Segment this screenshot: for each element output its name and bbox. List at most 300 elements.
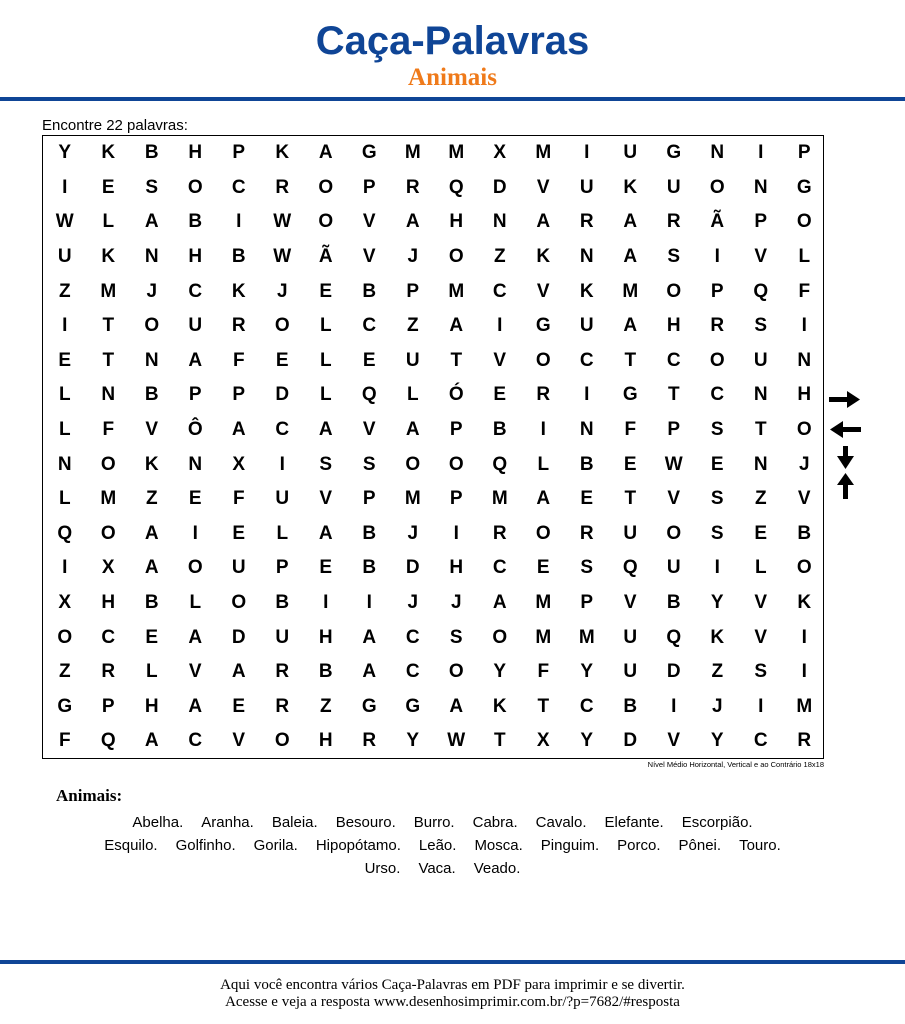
grid-cell[interactable]: G bbox=[535, 315, 551, 337]
grid-cell[interactable]: O bbox=[318, 211, 334, 233]
grid-cell[interactable]: Ó bbox=[448, 384, 464, 406]
grid-cell[interactable]: D bbox=[492, 176, 507, 198]
grid-cell[interactable]: T bbox=[493, 730, 506, 752]
grid-cell[interactable]: Ô bbox=[187, 419, 203, 441]
grid-cell[interactable]: E bbox=[623, 453, 637, 475]
grid-cell[interactable]: Z bbox=[711, 661, 724, 683]
grid-cell[interactable]: J bbox=[407, 246, 419, 268]
grid-cell[interactable]: E bbox=[493, 384, 507, 406]
grid-cell[interactable]: M bbox=[796, 695, 813, 717]
grid-cell[interactable]: T bbox=[667, 384, 680, 406]
grid-cell[interactable]: U bbox=[57, 246, 72, 268]
grid-cell[interactable]: A bbox=[188, 349, 203, 371]
grid-cell[interactable]: L bbox=[537, 453, 550, 475]
grid-cell[interactable]: K bbox=[623, 176, 638, 198]
grid-cell[interactable]: N bbox=[101, 384, 116, 406]
grid-cell[interactable]: V bbox=[797, 488, 811, 510]
grid-cell[interactable]: A bbox=[623, 315, 638, 337]
grid-cell[interactable]: I bbox=[801, 315, 807, 337]
grid-cell[interactable]: I bbox=[584, 384, 590, 406]
grid-cell[interactable]: O bbox=[274, 315, 290, 337]
grid-cell[interactable]: B bbox=[362, 280, 377, 302]
grid-cell[interactable]: N bbox=[144, 349, 159, 371]
grid-cell[interactable]: R bbox=[275, 695, 290, 717]
grid-cell[interactable]: M bbox=[578, 626, 595, 648]
grid-cell[interactable]: B bbox=[492, 419, 507, 441]
grid-cell[interactable]: H bbox=[188, 246, 203, 268]
grid-cell[interactable]: A bbox=[318, 142, 333, 164]
grid-cell[interactable]: Q bbox=[448, 176, 464, 198]
grid-cell[interactable]: K bbox=[492, 695, 507, 717]
grid-cell[interactable]: F bbox=[58, 730, 71, 752]
grid-cell[interactable]: P bbox=[406, 280, 420, 302]
grid-cell[interactable]: O bbox=[709, 176, 725, 198]
grid-cell[interactable]: F bbox=[537, 661, 550, 683]
grid-cell[interactable]: K bbox=[101, 142, 116, 164]
grid-cell[interactable]: R bbox=[579, 522, 594, 544]
grid-cell[interactable]: B bbox=[623, 695, 638, 717]
grid-cell[interactable]: K bbox=[101, 246, 116, 268]
grid-cell[interactable]: U bbox=[231, 557, 246, 579]
grid-cell[interactable]: C bbox=[753, 730, 768, 752]
grid-cell[interactable]: U bbox=[623, 142, 638, 164]
grid-cell[interactable]: A bbox=[231, 661, 246, 683]
grid-cell[interactable]: O bbox=[796, 419, 812, 441]
grid-cell[interactable]: O bbox=[535, 349, 551, 371]
grid-cell[interactable]: B bbox=[797, 522, 812, 544]
grid-cell[interactable]: P bbox=[797, 142, 811, 164]
grid-cell[interactable]: N bbox=[579, 246, 594, 268]
grid-cell[interactable]: T bbox=[102, 315, 115, 337]
grid-cell[interactable]: O bbox=[144, 315, 160, 337]
grid-cell[interactable]: Z bbox=[319, 695, 332, 717]
grid-cell[interactable]: S bbox=[319, 453, 333, 475]
grid-cell[interactable]: K bbox=[231, 280, 246, 302]
grid-cell[interactable]: B bbox=[144, 592, 159, 614]
grid-cell[interactable]: M bbox=[622, 280, 639, 302]
grid-cell[interactable]: P bbox=[232, 142, 246, 164]
grid-cell[interactable]: O bbox=[448, 661, 464, 683]
grid-cell[interactable]: A bbox=[623, 246, 638, 268]
grid-cell[interactable]: D bbox=[231, 626, 246, 648]
grid-cell[interactable]: V bbox=[754, 246, 768, 268]
grid-cell[interactable]: R bbox=[231, 315, 246, 337]
grid-cell[interactable]: D bbox=[666, 661, 681, 683]
grid-cell[interactable]: U bbox=[666, 176, 681, 198]
grid-cell[interactable]: C bbox=[101, 626, 116, 648]
grid-cell[interactable]: U bbox=[623, 661, 638, 683]
grid-cell[interactable]: A bbox=[623, 211, 638, 233]
grid-cell[interactable]: R bbox=[275, 661, 290, 683]
grid-cell[interactable]: I bbox=[584, 142, 590, 164]
grid-cell[interactable]: N bbox=[753, 176, 768, 198]
grid-cell[interactable]: S bbox=[145, 176, 159, 198]
grid-cell[interactable]: J bbox=[276, 280, 288, 302]
grid-cell[interactable]: M bbox=[100, 488, 117, 510]
grid-cell[interactable]: I bbox=[62, 557, 68, 579]
grid-cell[interactable]: E bbox=[319, 557, 333, 579]
grid-cell[interactable]: E bbox=[754, 522, 768, 544]
grid-cell[interactable]: R bbox=[666, 211, 681, 233]
grid-cell[interactable]: V bbox=[754, 592, 768, 614]
grid-cell[interactable]: U bbox=[275, 626, 290, 648]
grid-cell[interactable]: X bbox=[232, 453, 246, 475]
grid-cell[interactable]: O bbox=[666, 280, 682, 302]
grid-cell[interactable]: L bbox=[798, 246, 811, 268]
grid-cell[interactable]: E bbox=[319, 280, 333, 302]
grid-cell[interactable]: G bbox=[361, 142, 377, 164]
grid-cell[interactable]: A bbox=[188, 626, 203, 648]
grid-cell[interactable]: W bbox=[55, 211, 74, 233]
grid-cell[interactable]: E bbox=[580, 488, 594, 510]
grid-cell[interactable]: C bbox=[492, 280, 507, 302]
grid-cell[interactable]: J bbox=[407, 592, 419, 614]
grid-cell[interactable]: B bbox=[188, 211, 203, 233]
grid-cell[interactable]: Z bbox=[58, 661, 71, 683]
grid-cell[interactable]: S bbox=[754, 661, 768, 683]
grid-cell[interactable]: Y bbox=[710, 592, 724, 614]
grid-cell[interactable]: I bbox=[671, 695, 677, 717]
grid-cell[interactable]: R bbox=[101, 661, 116, 683]
grid-cell[interactable]: V bbox=[362, 246, 376, 268]
grid-cell[interactable]: H bbox=[144, 695, 159, 717]
grid-cell[interactable]: E bbox=[58, 349, 72, 371]
grid-cell[interactable]: D bbox=[275, 384, 290, 406]
grid-cell[interactable]: O bbox=[187, 176, 203, 198]
grid-cell[interactable]: H bbox=[449, 211, 464, 233]
grid-cell[interactable]: I bbox=[323, 592, 329, 614]
grid-cell[interactable]: U bbox=[579, 315, 594, 337]
grid-cell[interactable]: P bbox=[232, 384, 246, 406]
grid-cell[interactable]: Y bbox=[406, 730, 420, 752]
grid-cell[interactable]: N bbox=[57, 453, 72, 475]
grid-cell[interactable]: X bbox=[101, 557, 115, 579]
grid-cell[interactable]: C bbox=[188, 730, 203, 752]
grid-cell[interactable]: Z bbox=[58, 280, 71, 302]
grid-cell[interactable]: E bbox=[232, 522, 246, 544]
grid-cell[interactable]: X bbox=[493, 142, 507, 164]
grid-cell[interactable]: N bbox=[710, 142, 725, 164]
grid-cell[interactable]: I bbox=[62, 176, 68, 198]
grid-cell[interactable]: L bbox=[102, 211, 115, 233]
grid-cell[interactable]: A bbox=[362, 661, 377, 683]
grid-cell[interactable]: M bbox=[535, 142, 552, 164]
grid-cell[interactable]: I bbox=[236, 211, 242, 233]
grid-cell[interactable]: I bbox=[453, 522, 459, 544]
grid-cell[interactable]: C bbox=[405, 626, 420, 648]
grid-cell[interactable]: A bbox=[536, 488, 551, 510]
grid-cell[interactable]: F bbox=[232, 488, 245, 510]
grid-cell[interactable]: V bbox=[667, 730, 681, 752]
grid-cell[interactable]: E bbox=[188, 488, 202, 510]
grid-cell[interactable]: Q bbox=[492, 453, 508, 475]
grid-cell[interactable]: C bbox=[579, 349, 594, 371]
grid-cell[interactable]: T bbox=[102, 349, 115, 371]
grid-cell[interactable]: V bbox=[623, 592, 637, 614]
grid-cell[interactable]: K bbox=[710, 626, 725, 648]
grid-cell[interactable]: I bbox=[758, 695, 764, 717]
grid-cell[interactable]: A bbox=[449, 695, 464, 717]
grid-cell[interactable]: Ã bbox=[710, 211, 725, 233]
grid-cell[interactable]: P bbox=[101, 695, 115, 717]
grid-cell[interactable]: U bbox=[623, 626, 638, 648]
grid-cell[interactable]: U bbox=[623, 522, 638, 544]
grid-cell[interactable]: K bbox=[144, 453, 159, 475]
grid-cell[interactable]: S bbox=[710, 488, 724, 510]
grid-cell[interactable]: B bbox=[362, 522, 377, 544]
grid-cell[interactable]: H bbox=[797, 384, 812, 406]
grid-cell[interactable]: Q bbox=[753, 280, 769, 302]
grid-cell[interactable]: O bbox=[405, 453, 421, 475]
grid-cell[interactable]: G bbox=[361, 695, 377, 717]
grid-cell[interactable]: U bbox=[579, 176, 594, 198]
grid-cell[interactable]: E bbox=[710, 453, 724, 475]
grid-cell[interactable]: O bbox=[274, 730, 290, 752]
grid-cell[interactable]: K bbox=[275, 142, 290, 164]
grid-cell[interactable]: J bbox=[711, 695, 723, 717]
grid-cell[interactable]: O bbox=[448, 246, 464, 268]
grid-cell[interactable]: M bbox=[404, 142, 421, 164]
grid-cell[interactable]: N bbox=[188, 453, 203, 475]
grid-cell[interactable]: P bbox=[449, 488, 463, 510]
grid-cell[interactable]: P bbox=[449, 419, 463, 441]
grid-cell[interactable]: O bbox=[492, 626, 508, 648]
grid-cell[interactable]: C bbox=[666, 349, 681, 371]
grid-cell[interactable]: D bbox=[623, 730, 638, 752]
grid-cell[interactable]: B bbox=[362, 557, 377, 579]
grid-cell[interactable]: S bbox=[710, 522, 724, 544]
grid-cell[interactable]: O bbox=[448, 453, 464, 475]
grid-cell[interactable]: S bbox=[667, 246, 681, 268]
grid-cell[interactable]: U bbox=[405, 349, 420, 371]
grid-cell[interactable]: L bbox=[58, 384, 71, 406]
grid-cell[interactable]: C bbox=[231, 176, 246, 198]
grid-cell[interactable]: U bbox=[275, 488, 290, 510]
grid-cell[interactable]: A bbox=[318, 419, 333, 441]
grid-cell[interactable]: H bbox=[318, 626, 333, 648]
grid-cell[interactable]: L bbox=[189, 592, 202, 614]
grid-cell[interactable]: U bbox=[188, 315, 203, 337]
grid-cell[interactable]: Q bbox=[666, 626, 682, 648]
grid-cell[interactable]: V bbox=[145, 419, 159, 441]
grid-cell[interactable]: V bbox=[362, 211, 376, 233]
grid-cell[interactable]: A bbox=[144, 522, 159, 544]
grid-cell[interactable]: A bbox=[405, 211, 420, 233]
grid-cell[interactable]: S bbox=[710, 419, 724, 441]
grid-cell[interactable]: L bbox=[754, 557, 767, 579]
grid-cell[interactable]: C bbox=[492, 557, 507, 579]
grid-cell[interactable]: M bbox=[535, 592, 552, 614]
grid-cell[interactable]: L bbox=[276, 522, 289, 544]
grid-cell[interactable]: J bbox=[450, 592, 462, 614]
grid-cell[interactable]: O bbox=[100, 522, 116, 544]
grid-cell[interactable]: P bbox=[580, 592, 594, 614]
grid-cell[interactable]: Z bbox=[493, 246, 506, 268]
grid-cell[interactable]: H bbox=[188, 142, 203, 164]
grid-cell[interactable]: G bbox=[666, 142, 682, 164]
grid-cell[interactable]: B bbox=[231, 246, 246, 268]
grid-cell[interactable]: T bbox=[537, 695, 550, 717]
grid-cell[interactable]: R bbox=[405, 176, 420, 198]
grid-cell[interactable]: A bbox=[536, 211, 551, 233]
grid-cell[interactable]: R bbox=[362, 730, 377, 752]
grid-cell[interactable]: I bbox=[366, 592, 372, 614]
grid-cell[interactable]: J bbox=[798, 453, 810, 475]
grid-cell[interactable]: X bbox=[536, 730, 550, 752]
grid-cell[interactable]: S bbox=[362, 453, 376, 475]
grid-cell[interactable]: N bbox=[492, 211, 507, 233]
grid-cell[interactable]: L bbox=[406, 384, 419, 406]
grid-cell[interactable]: C bbox=[405, 661, 420, 683]
grid-cell[interactable]: X bbox=[58, 592, 72, 614]
grid-cell[interactable]: C bbox=[362, 315, 377, 337]
grid-cell[interactable]: M bbox=[100, 280, 117, 302]
grid-cell[interactable]: N bbox=[753, 384, 768, 406]
grid-cell[interactable]: Y bbox=[580, 661, 594, 683]
grid-cell[interactable]: M bbox=[448, 280, 465, 302]
grid-cell[interactable]: V bbox=[667, 488, 681, 510]
grid-cell[interactable]: M bbox=[535, 626, 552, 648]
grid-cell[interactable]: F bbox=[624, 419, 637, 441]
grid-cell[interactable]: B bbox=[144, 142, 159, 164]
grid-cell[interactable]: S bbox=[754, 315, 768, 337]
grid-cell[interactable]: F bbox=[798, 280, 811, 302]
grid-cell[interactable]: B bbox=[275, 592, 290, 614]
grid-cell[interactable]: Q bbox=[361, 384, 377, 406]
grid-cell[interactable]: H bbox=[101, 592, 116, 614]
grid-cell[interactable]: W bbox=[273, 246, 292, 268]
grid-cell[interactable]: Y bbox=[58, 142, 72, 164]
grid-cell[interactable]: I bbox=[540, 419, 546, 441]
grid-cell[interactable]: O bbox=[187, 557, 203, 579]
grid-cell[interactable]: A bbox=[188, 695, 203, 717]
grid-cell[interactable]: T bbox=[450, 349, 463, 371]
grid-cell[interactable]: M bbox=[404, 488, 421, 510]
grid-cell[interactable]: I bbox=[714, 557, 720, 579]
grid-cell[interactable]: I bbox=[192, 522, 198, 544]
grid-cell[interactable]: K bbox=[797, 592, 812, 614]
grid-cell[interactable]: C bbox=[188, 280, 203, 302]
grid-cell[interactable]: I bbox=[758, 142, 764, 164]
grid-cell[interactable]: O bbox=[318, 176, 334, 198]
grid-cell[interactable]: U bbox=[753, 349, 768, 371]
grid-cell[interactable]: E bbox=[145, 626, 159, 648]
grid-cell[interactable]: O bbox=[231, 592, 247, 614]
grid-cell[interactable]: A bbox=[144, 730, 159, 752]
grid-cell[interactable]: L bbox=[319, 384, 332, 406]
grid-cell[interactable]: P bbox=[275, 557, 289, 579]
grid-cell[interactable]: N bbox=[797, 349, 812, 371]
grid-cell[interactable]: T bbox=[624, 349, 637, 371]
grid-cell[interactable]: B bbox=[579, 453, 594, 475]
grid-cell[interactable]: P bbox=[362, 176, 376, 198]
grid-cell[interactable]: W bbox=[664, 453, 683, 475]
grid-cell[interactable]: O bbox=[100, 453, 116, 475]
grid-cell[interactable]: U bbox=[666, 557, 681, 579]
grid-cell[interactable]: V bbox=[319, 488, 333, 510]
grid-cell[interactable]: W bbox=[273, 211, 292, 233]
grid-cell[interactable]: J bbox=[407, 522, 419, 544]
grid-cell[interactable]: K bbox=[579, 280, 594, 302]
grid-cell[interactable]: H bbox=[666, 315, 681, 337]
grid-cell[interactable]: A bbox=[449, 315, 464, 337]
grid-cell[interactable]: G bbox=[622, 384, 638, 406]
grid-cell[interactable]: R bbox=[579, 211, 594, 233]
grid-cell[interactable]: A bbox=[362, 626, 377, 648]
grid-cell[interactable]: R bbox=[536, 384, 551, 406]
grid-cell[interactable]: O bbox=[796, 557, 812, 579]
grid-cell[interactable]: I bbox=[497, 315, 503, 337]
grid-cell[interactable]: A bbox=[405, 419, 420, 441]
grid-cell[interactable]: C bbox=[275, 419, 290, 441]
grid-cell[interactable]: S bbox=[449, 626, 463, 648]
grid-cell[interactable]: O bbox=[666, 522, 682, 544]
grid-cell[interactable]: T bbox=[624, 488, 637, 510]
grid-cell[interactable]: E bbox=[101, 176, 115, 198]
grid-cell[interactable]: G bbox=[57, 695, 73, 717]
grid-cell[interactable]: H bbox=[449, 557, 464, 579]
grid-cell[interactable]: V bbox=[536, 176, 550, 198]
grid-cell[interactable]: S bbox=[580, 557, 594, 579]
grid-cell[interactable]: P bbox=[710, 280, 724, 302]
grid-cell[interactable]: I bbox=[279, 453, 285, 475]
grid-cell[interactable]: Y bbox=[580, 730, 594, 752]
grid-cell[interactable]: Z bbox=[754, 488, 767, 510]
grid-cell[interactable]: L bbox=[319, 349, 332, 371]
grid-cell[interactable]: A bbox=[144, 557, 159, 579]
grid-cell[interactable]: N bbox=[579, 419, 594, 441]
grid-cell[interactable]: Y bbox=[710, 730, 724, 752]
grid-cell[interactable]: J bbox=[146, 280, 158, 302]
grid-cell[interactable]: D bbox=[405, 557, 420, 579]
grid-cell[interactable]: O bbox=[796, 211, 812, 233]
grid-cell[interactable]: M bbox=[491, 488, 508, 510]
grid-cell[interactable]: R bbox=[492, 522, 507, 544]
grid-cell[interactable]: A bbox=[231, 419, 246, 441]
grid-cell[interactable]: F bbox=[102, 419, 115, 441]
grid-cell[interactable]: Q bbox=[100, 730, 116, 752]
grid-cell[interactable]: K bbox=[536, 246, 551, 268]
grid-cell[interactable]: E bbox=[275, 349, 289, 371]
grid-cell[interactable]: N bbox=[144, 246, 159, 268]
grid-cell[interactable]: V bbox=[536, 280, 550, 302]
grid-cell[interactable]: M bbox=[448, 142, 465, 164]
grid-cell[interactable]: G bbox=[796, 176, 812, 198]
grid-cell[interactable]: V bbox=[754, 626, 768, 648]
grid-cell[interactable]: V bbox=[188, 661, 202, 683]
grid-cell[interactable]: E bbox=[536, 557, 550, 579]
grid-cell[interactable]: I bbox=[801, 661, 807, 683]
grid-cell[interactable]: I bbox=[801, 626, 807, 648]
grid-cell[interactable]: R bbox=[797, 730, 812, 752]
grid-cell[interactable]: L bbox=[58, 488, 71, 510]
grid-cell[interactable]: V bbox=[362, 419, 376, 441]
grid-cell[interactable]: G bbox=[405, 695, 421, 717]
grid-cell[interactable]: P bbox=[188, 384, 202, 406]
grid-cell[interactable]: L bbox=[58, 419, 71, 441]
grid-cell[interactable]: O bbox=[57, 626, 73, 648]
grid-cell[interactable]: R bbox=[710, 315, 725, 337]
grid-cell[interactable]: Z bbox=[145, 488, 158, 510]
grid-cell[interactable]: H bbox=[318, 730, 333, 752]
grid-cell[interactable]: P bbox=[754, 211, 768, 233]
grid-cell[interactable]: F bbox=[232, 349, 245, 371]
grid-cell[interactable]: B bbox=[666, 592, 681, 614]
grid-cell[interactable]: A bbox=[492, 592, 507, 614]
grid-cell[interactable]: I bbox=[714, 246, 720, 268]
grid-cell[interactable]: N bbox=[753, 453, 768, 475]
grid-cell[interactable]: B bbox=[318, 661, 333, 683]
